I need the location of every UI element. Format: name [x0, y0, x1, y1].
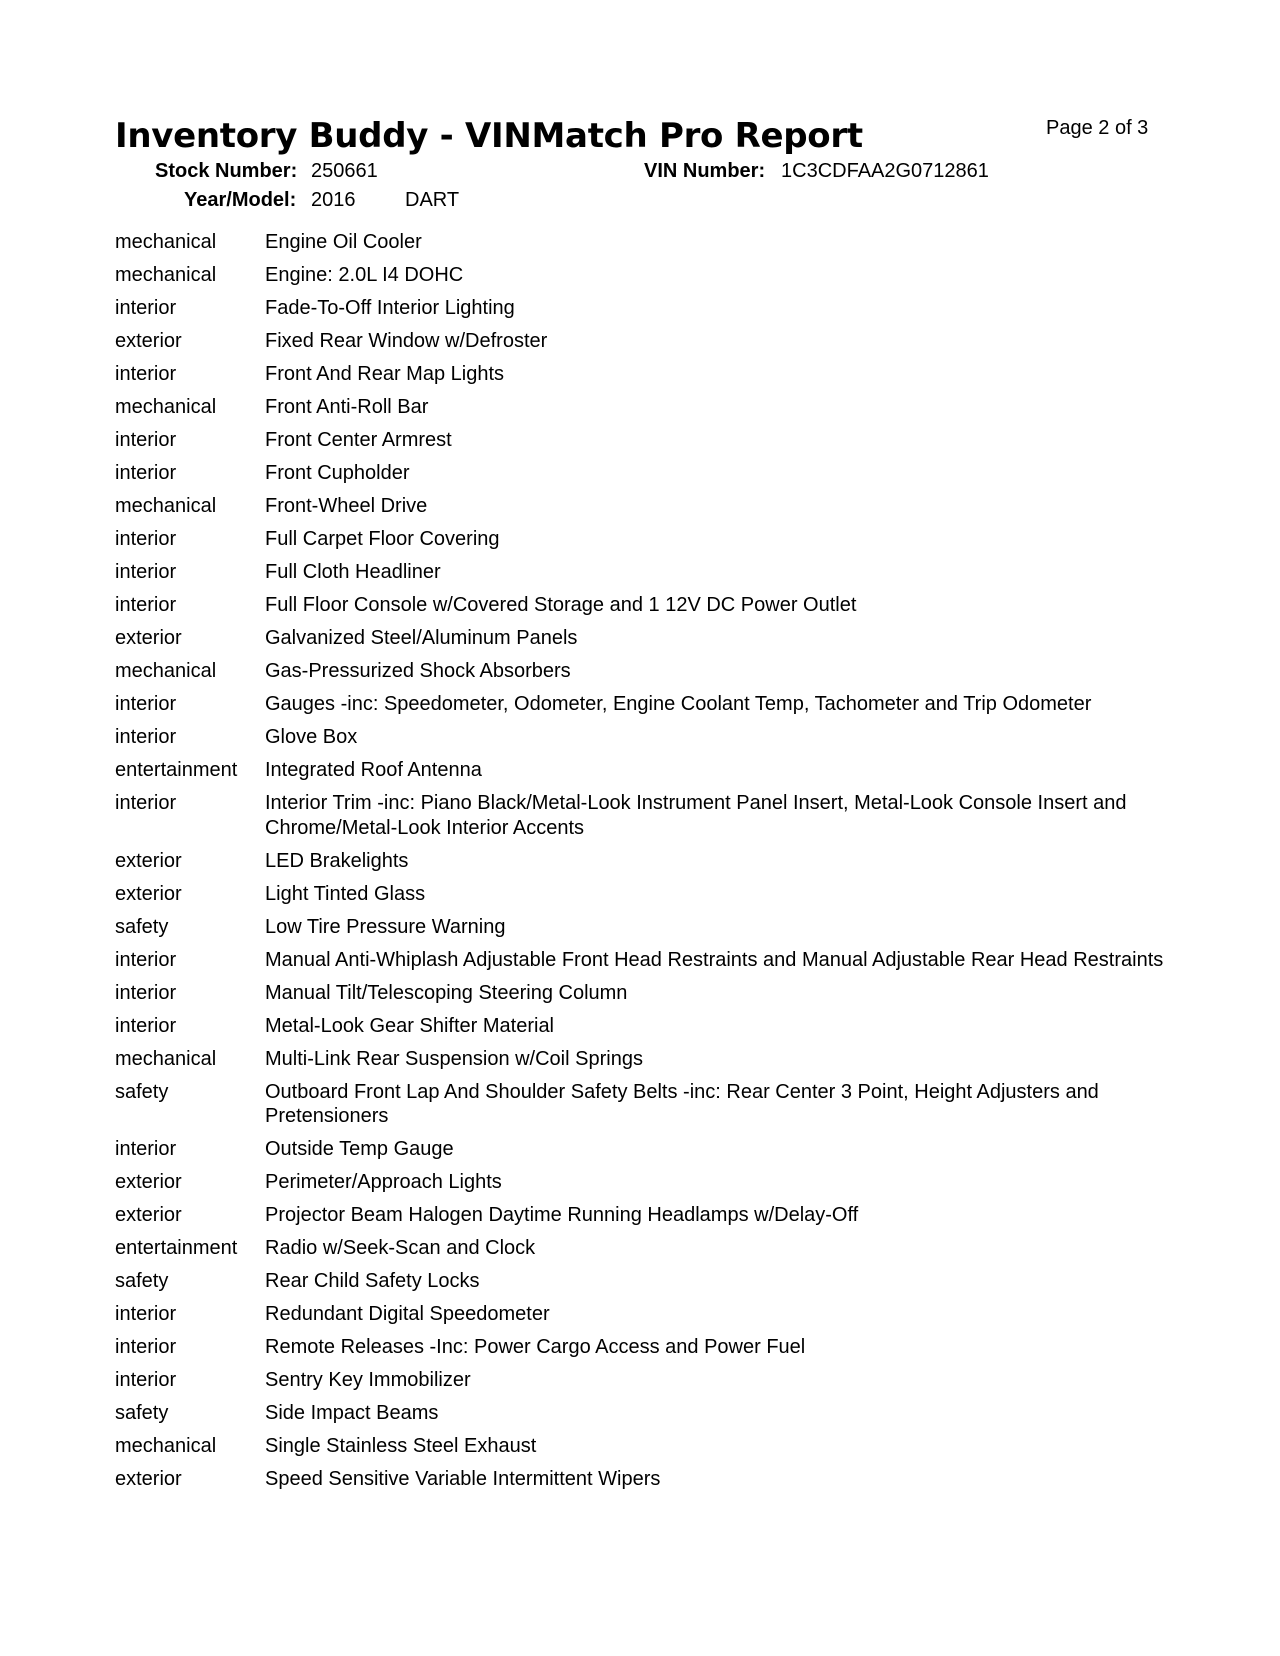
list-item — [115, 395, 1165, 420]
feature-description: Outside Temp Gauge — [265, 1138, 454, 1160]
stock-number-value: 250661 — [311, 160, 378, 182]
list-item — [115, 428, 1165, 453]
feature-category: exterior — [115, 1468, 182, 1490]
feature-description: Integrated Roof Antenna — [265, 759, 482, 781]
vin-label: VIN Number: — [644, 160, 766, 182]
list-item — [115, 230, 1165, 255]
list-item — [115, 1467, 1165, 1492]
feature-description: Galvanized Steel/Aluminum Panels — [265, 627, 578, 649]
feature-category: interior — [115, 948, 177, 971]
feature-category: mechanical — [115, 231, 217, 253]
feature-description: Radio w/Seek-Scan and Clock — [265, 1237, 536, 1259]
feature-description: Front-Wheel Drive — [265, 495, 428, 517]
list-item — [115, 296, 1165, 321]
feature-category: interior — [115, 1336, 177, 1358]
list-item — [115, 849, 1165, 874]
feature-description: Side Impact Beams — [265, 1402, 439, 1424]
feature-description: Sentry Key Immobilizer — [265, 1369, 471, 1391]
feature-category: interior — [115, 462, 177, 484]
list-item — [115, 791, 1165, 840]
feature-category: entertainment — [115, 1237, 238, 1259]
year-model-label: Year/Model: — [184, 189, 297, 211]
list-item — [115, 461, 1165, 486]
feature-description: Manual Anti-Whiplash Adjustable Front Head Restraints and Manual Adjustable Rear Head Restraints — [265, 948, 1164, 971]
list-item — [115, 1302, 1165, 1327]
list-item — [115, 560, 1165, 585]
list-item — [115, 915, 1165, 940]
feature-category: exterior — [115, 330, 182, 352]
feature-description: Gauges -inc: Speedometer, Odometer, Engine Coolant Temp, Tachometer and Trip Odometer — [265, 693, 1092, 715]
feature-category: interior — [115, 1138, 177, 1160]
feature-category: mechanical — [115, 1435, 217, 1457]
list-item — [115, 329, 1165, 354]
feature-category: interior — [115, 1303, 177, 1325]
list-item — [115, 1080, 1165, 1129]
feature-category: exterior — [115, 1171, 182, 1193]
list-item — [115, 981, 1165, 1006]
list-item — [115, 659, 1165, 684]
list-item — [115, 692, 1165, 717]
feature-category: interior — [115, 429, 177, 451]
feature-category: interior — [115, 363, 177, 385]
feature-category: interior — [115, 1369, 177, 1391]
feature-description: Engine: 2.0L I4 DOHC — [265, 264, 464, 286]
feature-description: Fade-To-Off Interior Lighting — [265, 297, 515, 319]
feature-description: Low Tire Pressure Warning — [265, 915, 506, 938]
feature-category: exterior — [115, 627, 182, 649]
feature-description: Front Cupholder — [265, 462, 410, 484]
feature-description: Front Center Armrest — [265, 429, 452, 451]
list-item — [115, 1170, 1165, 1195]
feature-description: Full Floor Console w/Covered Storage and 1 12V DC Power Outlet — [265, 594, 857, 616]
stock-number-label: Stock Number: — [155, 160, 298, 182]
feature-category: exterior — [115, 882, 182, 905]
list-item — [115, 263, 1165, 288]
feature-category: safety — [115, 915, 169, 938]
list-item — [115, 725, 1165, 750]
feature-category: interior — [115, 792, 177, 814]
list-item — [115, 1335, 1165, 1360]
feature-category: interior — [115, 528, 177, 550]
feature-description: LED Brakelights — [265, 849, 409, 872]
year-value: 2016 — [311, 189, 356, 211]
feature-description: Full Carpet Floor Covering — [265, 528, 500, 550]
feature-description: Projector Beam Halogen Daytime Running Headlamps w/Delay-Off — [265, 1204, 859, 1226]
list-item — [115, 626, 1165, 651]
feature-category: interior — [115, 561, 177, 583]
list-item — [115, 494, 1165, 519]
list-item — [115, 882, 1165, 907]
feature-description: Interior Trim -inc: Piano Black/Metal-Look Instrument Panel Insert, Metal-Look Console Insert and Chrome/Metal-Look Interior Accents — [265, 792, 1127, 839]
list-item — [115, 1203, 1165, 1228]
feature-category: safety — [115, 1270, 169, 1292]
list-item — [115, 1047, 1165, 1072]
feature-description: Front Anti-Roll Bar — [265, 396, 429, 418]
feature-category: mechanical — [115, 264, 217, 286]
feature-description: Perimeter/Approach Lights — [265, 1171, 502, 1193]
list-item — [115, 948, 1165, 973]
feature-description: Metal-Look Gear Shifter Material — [265, 1014, 555, 1037]
feature-description: Speed Sensitive Variable Intermittent Wipers — [265, 1468, 661, 1490]
feature-description: Engine Oil Cooler — [265, 231, 422, 253]
feature-category: exterior — [115, 1204, 182, 1226]
feature-description: Redundant Digital Speedometer — [265, 1303, 550, 1325]
feature-category: mechanical — [115, 660, 217, 682]
feature-description: Full Cloth Headliner — [265, 561, 441, 583]
feature-description: Front And Rear Map Lights — [265, 363, 505, 385]
feature-category: mechanical — [115, 396, 217, 418]
feature-category: interior — [115, 297, 177, 319]
feature-category: safety — [115, 1080, 169, 1103]
list-item — [115, 1368, 1165, 1393]
feature-list — [115, 230, 1165, 1500]
feature-description: Glove Box — [265, 726, 358, 748]
list-item — [115, 1236, 1165, 1261]
list-item — [115, 1434, 1165, 1459]
feature-category: interior — [115, 981, 177, 1004]
feature-category: interior — [115, 594, 177, 616]
list-item — [115, 362, 1165, 387]
list-item — [115, 593, 1165, 618]
feature-description: Single Stainless Steel Exhaust — [265, 1435, 537, 1457]
feature-description: Outboard Front Lap And Shoulder Safety Belts -inc: Rear Center 3 Point, Height Adjusters and Pretensioners — [265, 1080, 1099, 1127]
feature-description: Manual Tilt/Telescoping Steering Column — [265, 981, 628, 1004]
feature-description: Multi-Link Rear Suspension w/Coil Springs — [265, 1047, 643, 1070]
list-item — [115, 1014, 1165, 1039]
feature-category: mechanical — [115, 495, 217, 517]
feature-description: Fixed Rear Window w/Defroster — [265, 330, 548, 352]
model-value: DART — [405, 189, 460, 211]
feature-description: Light Tinted Glass — [265, 882, 426, 905]
list-item — [115, 1401, 1165, 1426]
feature-category: interior — [115, 1014, 177, 1037]
feature-category: entertainment — [115, 759, 238, 781]
feature-category: safety — [115, 1402, 169, 1424]
feature-category: interior — [115, 693, 177, 715]
list-item — [115, 1269, 1165, 1294]
list-item — [115, 1137, 1165, 1162]
page-indicator: Page 2 of 3 — [1046, 117, 1149, 139]
feature-description: Remote Releases -Inc: Power Cargo Access and Power Fuel — [265, 1336, 806, 1358]
feature-description: Rear Child Safety Locks — [265, 1270, 480, 1292]
feature-category: exterior — [115, 849, 182, 872]
vin-value: 1C3CDFAA2G0712861 — [781, 160, 989, 182]
feature-description: Gas-Pressurized Shock Absorbers — [265, 660, 571, 682]
feature-category: interior — [115, 726, 177, 748]
list-item — [115, 527, 1165, 552]
feature-category: mechanical — [115, 1047, 217, 1070]
list-item — [115, 758, 1165, 783]
report-title: Inventory Buddy - VINMatch Pro Report — [115, 116, 863, 156]
